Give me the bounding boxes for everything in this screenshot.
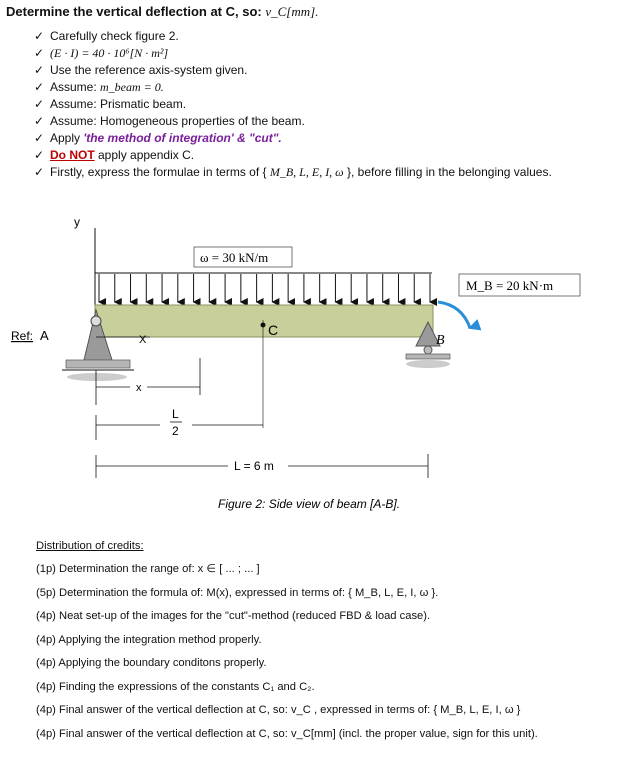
- beam: [95, 305, 433, 337]
- checkmark-icon: ✓: [34, 114, 45, 128]
- credits-heading: Distribution of credits:: [36, 540, 144, 552]
- x-axis-marker-label: X: [139, 334, 147, 346]
- ref-label: Ref:: [11, 329, 34, 343]
- distributed-load-arrows: [99, 274, 430, 302]
- checkmark-icon: ✓: [34, 46, 45, 60]
- check-text: Assume: Homogeneous properties of the beam.: [50, 114, 305, 128]
- check-item: [34, 28, 570, 45]
- credits-section: [36, 540, 538, 746]
- half-dim-num: L: [172, 407, 179, 421]
- checkmark-icon: ✓: [34, 29, 45, 43]
- check-math: m_beam = 0.: [100, 80, 164, 94]
- checkmark-icon: ✓: [34, 80, 45, 94]
- checkmark-icon: ✓: [34, 97, 45, 111]
- half-dim-den: 2: [172, 424, 179, 438]
- check-text: apply appendix C.: [94, 148, 195, 162]
- check-text: Apply: [50, 131, 84, 145]
- support-b-label: B: [436, 333, 445, 348]
- moment-arrow: [438, 302, 470, 328]
- figure-caption: Figure 2: Side view of beam [A-B].: [218, 497, 401, 511]
- check-item: [34, 96, 570, 113]
- beam-figure: [0, 210, 636, 540]
- credit-item: (5p) Determination the formula of: M(x), expressed in terms of: { M_B, L, E, I, ω }.: [36, 586, 439, 599]
- credit-item: (1p) Determination the range of: x ∈ [ ... ; ... ]: [36, 563, 260, 575]
- x-dim-label: x: [136, 382, 142, 394]
- check-item: [34, 164, 570, 181]
- instruction-checklist: [34, 28, 570, 181]
- credit-item: (4p) Final answer of the vertical deflection at C, so: v_C , expressed in terms of: { M_B, L, E, I, ω }: [36, 704, 521, 716]
- check-text: Assume: Prismatic beam.: [50, 97, 187, 111]
- check-item: [34, 45, 570, 62]
- check-item: [34, 62, 570, 79]
- check-item: [34, 147, 570, 164]
- check-math: M_B, L, E, I, ω: [269, 165, 344, 179]
- credit-item: (4p) Neat set-up of the images for the "cut"-method (reduced FBD & load case).: [36, 610, 431, 622]
- check-text: Assume:: [50, 80, 101, 94]
- credit-item: (4p) Finding the expressions of the constants C₁ and C₂.: [36, 680, 315, 693]
- moment-label: M_B = 20 kN·m: [466, 278, 554, 293]
- check-item: [34, 130, 570, 147]
- credit-item: (4p) Applying the boundary conditons properly.: [36, 657, 267, 669]
- y-axis-label: y: [74, 215, 80, 229]
- checkmark-icon: ✓: [34, 63, 45, 77]
- checkmark-icon: ✓: [34, 148, 45, 162]
- do-not-highlight: Do NOT: [50, 148, 95, 162]
- load-label: ω = 30 kN/m: [200, 250, 269, 265]
- point-c-label: C: [268, 322, 279, 338]
- task-title: [6, 4, 318, 20]
- title-text: Determine the vertical deflection at C, so:: [6, 4, 266, 19]
- length-dim-label: L = 6 m: [234, 459, 274, 473]
- check-item: [34, 79, 570, 96]
- check-text: Carefully check figure 2.: [50, 29, 179, 43]
- credit-item: (4p) Applying the integration method properly.: [36, 633, 262, 646]
- checkmark-icon: ✓: [34, 131, 45, 145]
- check-text: Use the reference axis-system given.: [50, 63, 248, 77]
- check-text: Firstly, express the formulae in terms of {: [50, 165, 270, 179]
- check-item: [34, 113, 570, 130]
- method-highlight: 'the method of integration' & "cut".: [83, 131, 282, 145]
- check-math: (E · I) = 40 · 10⁶[N · m²]: [50, 46, 169, 60]
- title-math: v_C[mm].: [265, 4, 319, 19]
- checkmark-icon: ✓: [34, 165, 45, 179]
- check-text: }, before filling in the belonging values.: [343, 165, 552, 179]
- support-a-label: A: [40, 328, 49, 343]
- credit-item: (4p) Final answer of the vertical deflection at C, so: v_C[mm] (incl. the proper value, sign for this unit).: [36, 727, 538, 740]
